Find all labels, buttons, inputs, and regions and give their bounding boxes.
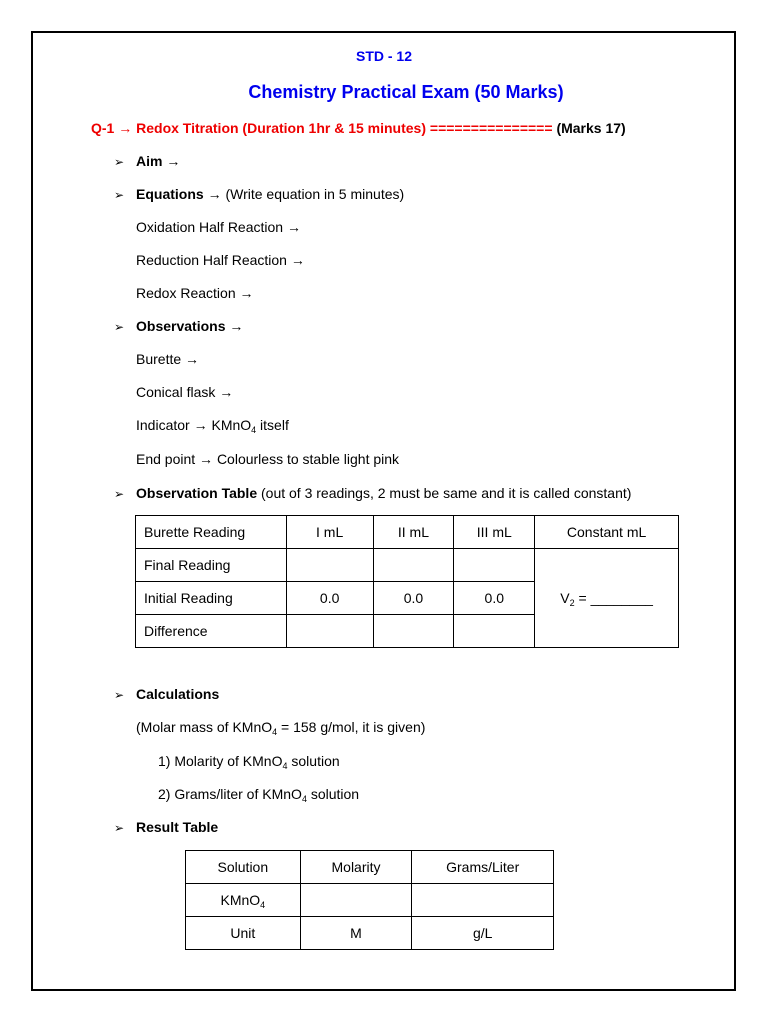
- table-header-cell: II mL: [373, 516, 454, 549]
- observation-table-note: (out of 3 readings, 2 must be same and it is called constant): [261, 485, 632, 501]
- molar-mass-note: [136, 719, 425, 735]
- constant-cell: [535, 549, 679, 648]
- table-cell: [286, 549, 373, 582]
- item-number: 1): [158, 753, 171, 769]
- oxidation-line: Oxidation Half Reaction →: [136, 219, 301, 235]
- table-row: [136, 549, 679, 582]
- equations-item: [114, 186, 404, 202]
- table-cell: [186, 884, 301, 917]
- table-row: [186, 884, 554, 917]
- page-border: [31, 31, 736, 991]
- observations-label: Observations: [136, 318, 226, 334]
- page-title: Chemistry Practical Exam (50 Marks): [248, 82, 564, 102]
- constant-suffix: = ________: [574, 590, 653, 606]
- table-cell: 0.0: [454, 582, 535, 615]
- observation-table: [135, 515, 679, 648]
- result-table-item: [114, 819, 218, 835]
- calculations-label: Calculations: [136, 686, 220, 702]
- redox-line: Redox Reaction →: [136, 285, 254, 301]
- std-heading: STD - 12: [355, 48, 412, 64]
- note-suffix: = 158 g/mol, it is given): [277, 719, 426, 735]
- arrowhead-bullet-icon: ➢: [114, 688, 125, 702]
- kmno4-prefix: KMnO: [220, 892, 261, 908]
- table-cell: Unit: [186, 917, 301, 950]
- kmno4-sub: 4: [260, 900, 266, 910]
- equations-note: (Write equation in 5 minutes): [225, 186, 405, 202]
- result-table-label: Result Table: [136, 819, 219, 835]
- table-header-cell: I mL: [286, 516, 373, 549]
- aim-label: Aim: [136, 153, 163, 169]
- burette-line: Burette →: [136, 351, 200, 367]
- table-cell: 0.0: [373, 582, 454, 615]
- table-cell: [373, 549, 454, 582]
- table-row: [186, 917, 554, 950]
- calculation-item-1: [158, 753, 340, 769]
- indicator-suffix: itself: [256, 417, 289, 433]
- result-table: [185, 850, 554, 950]
- aim-arrow: →: [166, 153, 181, 169]
- table-cell: g/L: [412, 917, 554, 950]
- conical-flask-line: Conical flask →: [136, 384, 234, 400]
- table-cell: [373, 615, 454, 648]
- arrowhead-bullet-icon: ➢: [114, 487, 125, 501]
- item-number: 2): [158, 786, 171, 802]
- table-header-cell: Solution: [186, 851, 301, 884]
- note-prefix: (Molar mass of KMnO: [136, 719, 273, 735]
- table-cell: 0.0: [286, 582, 373, 615]
- table-cell: [454, 615, 535, 648]
- indicator-prefix: Indicator → KMnO: [136, 417, 252, 433]
- item-prefix: Grams/liter of KMnO: [174, 786, 302, 802]
- table-cell: [286, 615, 373, 648]
- item-sub: 4: [301, 794, 307, 804]
- item-sub: 4: [282, 761, 288, 771]
- constant-prefix: V: [560, 590, 570, 606]
- q1-prefix: Q-1: [91, 120, 115, 136]
- q1-arrow-icon: →: [118, 120, 133, 136]
- question-1-heading: [91, 120, 626, 136]
- table-header-cell: Molarity: [300, 851, 412, 884]
- note-sub: 4: [272, 727, 278, 737]
- table-header-cell: Constant mL: [535, 516, 679, 549]
- reduction-line: Reduction Half Reaction →: [136, 252, 305, 268]
- indicator-line: [136, 417, 289, 433]
- arrowhead-bullet-icon: ➢: [114, 821, 125, 835]
- q1-marks: (Marks 17): [556, 120, 626, 136]
- item-suffix: solution: [287, 753, 340, 769]
- constant-sub: 2: [569, 598, 575, 608]
- end-point-line: End point → Colourless to stable light pink: [136, 451, 400, 467]
- observation-table-label: Observation Table: [136, 485, 258, 501]
- table-header-cell: Grams/Liter: [412, 851, 554, 884]
- equations-label: Equations: [136, 186, 204, 202]
- arrowhead-bullet-icon: ➢: [114, 320, 125, 334]
- observations-arrow: →: [229, 318, 244, 334]
- arrowhead-bullet-icon: ➢: [114, 188, 125, 202]
- observations-item: [114, 318, 243, 334]
- calculation-item-2: [158, 786, 359, 802]
- equations-arrow: →: [207, 186, 222, 202]
- observation-table-item: [114, 485, 631, 501]
- q1-text: Redox Titration (Duration 1hr & 15 minutes) ===============: [136, 120, 553, 136]
- arrowhead-bullet-icon: ➢: [114, 155, 125, 169]
- row-label: Final Reading: [136, 549, 287, 582]
- item-prefix: Molarity of KMnO: [174, 753, 283, 769]
- table-header-cell: Burette Reading: [136, 516, 287, 549]
- calculations-item: [114, 686, 219, 702]
- indicator-sub: 4: [251, 425, 257, 435]
- table-header-row: [186, 851, 554, 884]
- item-suffix: solution: [306, 786, 360, 802]
- row-label: Difference: [136, 615, 287, 648]
- aim-item: [114, 153, 180, 169]
- table-header-row: [136, 516, 679, 549]
- table-header-cell: III mL: [454, 516, 535, 549]
- table-cell: M: [300, 917, 412, 950]
- table-cell: [412, 884, 554, 917]
- table-cell: [300, 884, 412, 917]
- row-label: Initial Reading: [136, 582, 287, 615]
- table-cell: [454, 549, 535, 582]
